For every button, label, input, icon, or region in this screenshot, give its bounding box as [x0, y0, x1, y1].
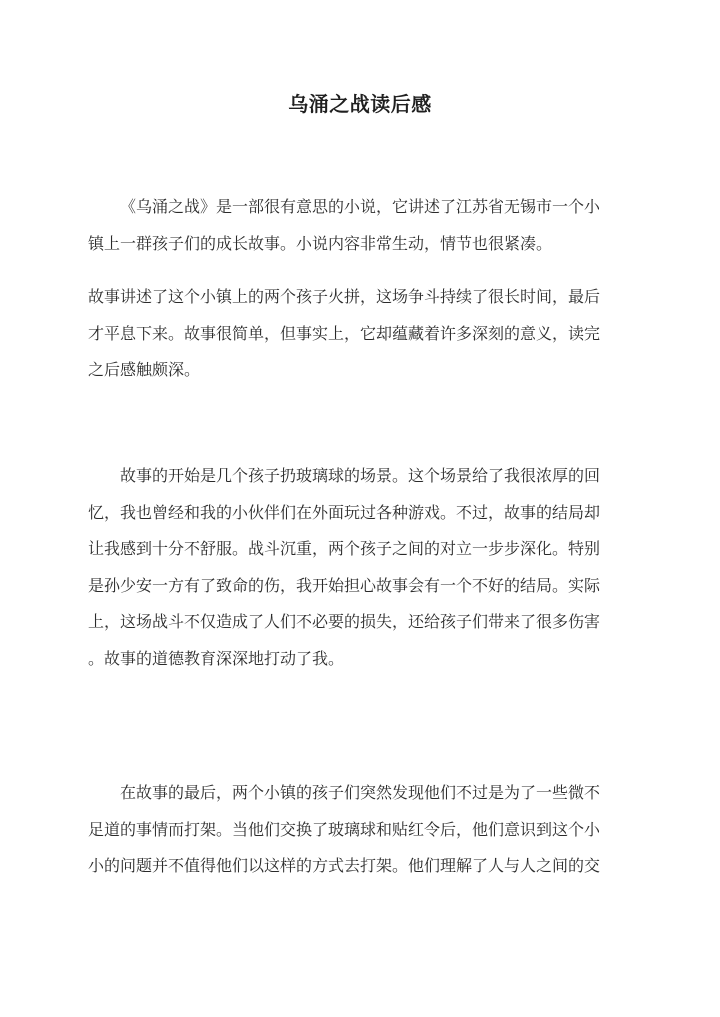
paragraph-line: 镇上一群孩子们的成长故事。小说内容非常生动，情节也很紧凑。	[88, 233, 553, 253]
document-title: 乌涌之战读后感	[288, 92, 432, 116]
paragraph-line: 是孙少安一方有了致命的伤，我开始担心故事会有一个不好的结局。实际	[88, 575, 601, 595]
paragraph-line: 之后感触颇深。	[88, 360, 201, 379]
paragraph-1	[88, 189, 632, 262]
paragraph-line: 小的问题并不值得他们以这样的方式去打架。他们理解了人与人之间的交	[88, 856, 601, 875]
paragraph-line: 故事的开始是几个孩子扔玻璃球的场景。这个场景给了我很浓厚的回	[120, 466, 601, 485]
paragraph-line: 上，这场战斗不仅造成了人们不必要的损失，还给孩子们带来了很多伤害	[88, 612, 601, 631]
paragraph-4	[88, 775, 632, 885]
paragraph-line: 才平息下来。故事很简单，但事实上，它却蕴藏着许多深刻的意义，读完	[88, 323, 601, 343]
paragraph-line: 。故事的道德教育深深地打动了我。	[88, 648, 345, 668]
paragraph-line: 忆，我也曾经和我的小伙伴们在外面玩过各种游戏。不过，故事的结局却	[88, 502, 601, 522]
paragraph-2	[88, 279, 632, 389]
paragraph-line: 《乌涌之战》是一部很有意思的小说，它讲述了江苏省无锡市一个小	[120, 197, 601, 216]
paragraph-3	[88, 458, 632, 677]
paragraph-line: 让我感到十分不舒服。战斗沉重，两个孩子之间的对立一步步深化。特别	[88, 539, 601, 558]
paragraph-line: 足道的事情而打架。当他们交换了玻璃球和贴红令后，他们意识到这个小	[88, 819, 601, 839]
paragraph-line: 在故事的最后，两个小镇的孩子们突然发现他们不过是为了一些微不	[120, 783, 601, 802]
paragraph-line: 故事讲述了这个小镇上的两个孩子火拼，这场争斗持续了很长时间，最后	[88, 287, 601, 306]
